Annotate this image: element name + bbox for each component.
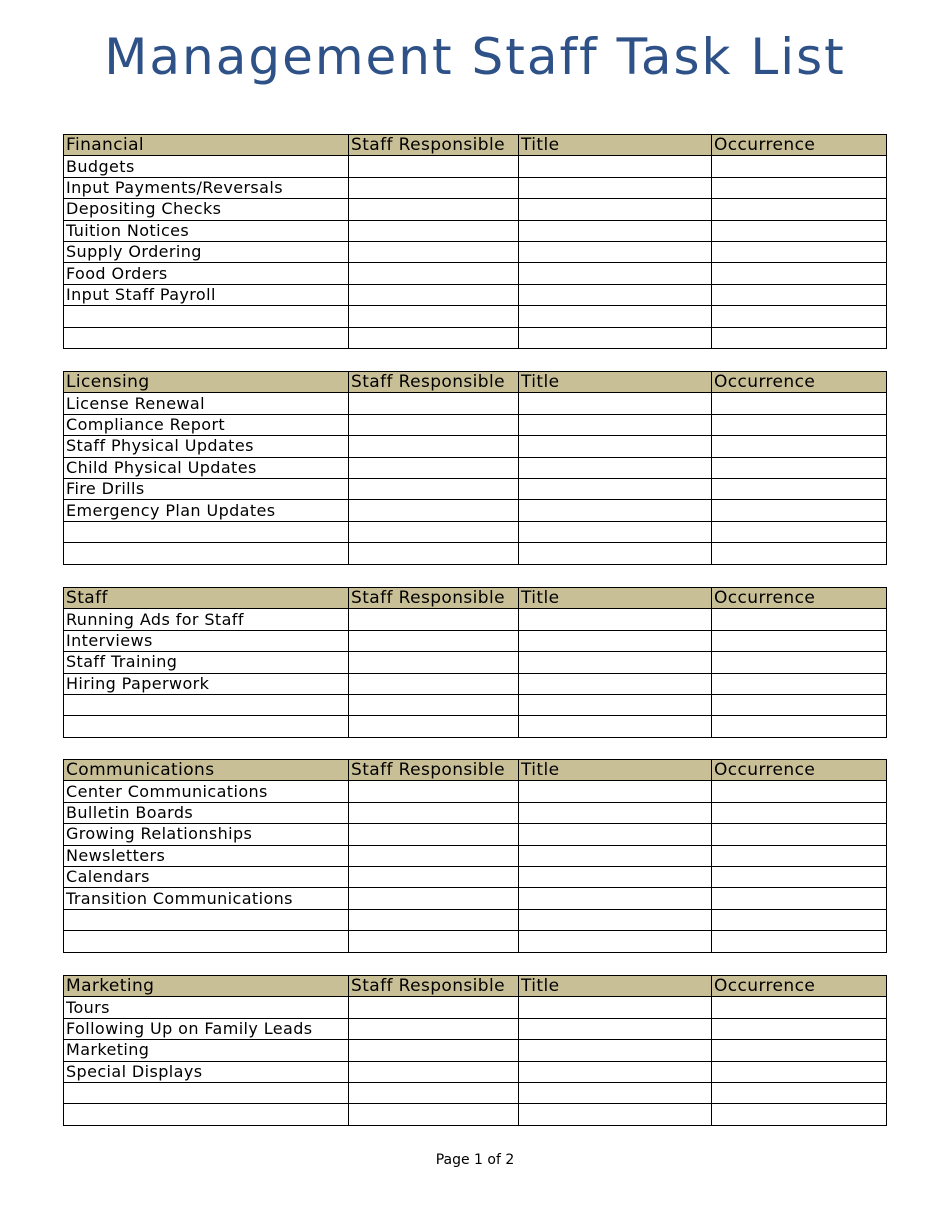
page-title: Management Staff Task List [104,28,846,86]
empty-cell[interactable] [712,1018,887,1039]
empty-cell[interactable] [519,284,712,305]
empty-cell[interactable] [519,327,712,348]
empty-cell[interactable] [349,284,519,305]
column-header: Title [519,976,712,997]
empty-cell[interactable] [712,543,887,564]
table-row [64,716,887,737]
empty-cell[interactable] [519,845,712,866]
table-header-row [64,135,887,156]
column-header: Occurrence [712,976,887,997]
empty-cell[interactable] [712,652,887,673]
task-name-cell [64,1082,349,1103]
empty-cell[interactable] [349,156,519,177]
empty-cell[interactable] [519,802,712,823]
task-name-cell: Compliance Report [64,414,349,435]
empty-cell[interactable] [519,1104,712,1125]
table-row [64,802,887,823]
empty-cell[interactable] [712,781,887,802]
empty-cell[interactable] [519,521,712,542]
empty-cell[interactable] [349,521,519,542]
task-table-marketing [63,975,887,1126]
empty-cell[interactable] [712,478,887,499]
empty-cell[interactable] [712,177,887,198]
column-header: Staff Responsible [349,135,519,156]
empty-cell[interactable] [712,909,887,930]
table-row [64,478,887,499]
task-name-cell: Staff Training [64,652,349,673]
empty-cell[interactable] [519,931,712,952]
task-name-cell: Transition Communications [64,888,349,909]
task-name-cell: Tuition Notices [64,220,349,241]
task-name-cell: License Renewal [64,393,349,414]
task-name-cell: Input Staff Payroll [64,284,349,305]
column-header: Title [519,760,712,781]
task-name-cell: Food Orders [64,263,349,284]
section-heading: Marketing [64,976,349,997]
empty-cell[interactable] [349,1018,519,1039]
empty-cell[interactable] [712,824,887,845]
table-row [64,414,887,435]
column-header: Occurrence [712,372,887,393]
empty-cell[interactable] [712,284,887,305]
task-name-cell: Growing Relationships [64,824,349,845]
empty-cell[interactable] [712,241,887,262]
task-name-cell: Input Payments/Reversals [64,177,349,198]
task-name-cell: Tours [64,997,349,1018]
empty-cell[interactable] [519,543,712,564]
table-row [64,909,887,930]
task-name-cell: Newsletters [64,845,349,866]
table-row [64,1018,887,1039]
empty-cell[interactable] [519,673,712,694]
task-name-cell: Bulletin Boards [64,802,349,823]
task-name-cell [64,543,349,564]
empty-cell[interactable] [712,436,887,457]
empty-cell[interactable] [712,521,887,542]
task-name-cell: Hiring Paperwork [64,673,349,694]
empty-cell[interactable] [349,609,519,630]
table-row [64,156,887,177]
task-table-financial [63,134,887,349]
table-row [64,888,887,909]
empty-cell[interactable] [519,866,712,887]
empty-cell[interactable] [519,156,712,177]
table-header-row [64,976,887,997]
empty-cell[interactable] [349,824,519,845]
empty-cell[interactable] [519,500,712,521]
empty-cell[interactable] [349,997,519,1018]
empty-cell[interactable] [349,673,519,694]
task-name-cell [64,1104,349,1125]
empty-cell[interactable] [712,673,887,694]
empty-cell[interactable] [519,609,712,630]
empty-cell[interactable] [519,888,712,909]
task-name-cell: Depositing Checks [64,199,349,220]
table-row [64,931,887,952]
section-heading: Financial [64,135,349,156]
empty-cell[interactable] [712,1104,887,1125]
task-name-cell: Running Ads for Staff [64,609,349,630]
table-row [64,824,887,845]
task-name-cell [64,931,349,952]
empty-cell[interactable] [349,263,519,284]
table-row [64,866,887,887]
column-header: Staff Responsible [349,760,519,781]
empty-cell[interactable] [349,652,519,673]
empty-cell[interactable] [349,436,519,457]
empty-cell[interactable] [349,543,519,564]
empty-cell[interactable] [349,241,519,262]
column-header: Title [519,372,712,393]
column-header: Staff Responsible [349,588,519,609]
empty-cell[interactable] [712,802,887,823]
task-name-cell: Marketing [64,1040,349,1061]
empty-cell[interactable] [349,1082,519,1103]
empty-cell[interactable] [349,716,519,737]
table-row [64,630,887,651]
table-row [64,997,887,1018]
task-name-cell: Following Up on Family Leads [64,1018,349,1039]
empty-cell[interactable] [519,1061,712,1082]
task-name-cell: Center Communications [64,781,349,802]
empty-cell[interactable] [519,199,712,220]
table-row [64,220,887,241]
page-number: Page 1 of 2 [435,1152,515,1168]
empty-cell[interactable] [349,909,519,930]
task-name-cell: Special Displays [64,1061,349,1082]
empty-cell[interactable] [349,478,519,499]
empty-cell[interactable] [712,888,887,909]
empty-cell[interactable] [712,327,887,348]
empty-cell[interactable] [519,457,712,478]
empty-cell[interactable] [519,436,712,457]
empty-cell[interactable] [519,716,712,737]
task-name-cell [64,521,349,542]
empty-cell[interactable] [712,306,887,327]
table-row [64,1104,887,1125]
empty-cell[interactable] [349,457,519,478]
empty-cell[interactable] [712,199,887,220]
table-header-row [64,760,887,781]
empty-cell[interactable] [712,716,887,737]
task-name-cell: Supply Ordering [64,241,349,262]
empty-cell[interactable] [349,802,519,823]
empty-cell[interactable] [712,609,887,630]
task-name-cell [64,909,349,930]
task-table-licensing [63,371,887,565]
empty-cell[interactable] [712,866,887,887]
table-row [64,845,887,866]
column-header: Title [519,135,712,156]
empty-cell[interactable] [712,263,887,284]
table-row [64,284,887,305]
table-row [64,327,887,348]
empty-cell[interactable] [349,199,519,220]
table-row [64,652,887,673]
empty-cell[interactable] [519,694,712,715]
task-name-cell: Child Physical Updates [64,457,349,478]
empty-cell[interactable] [712,845,887,866]
table-row [64,673,887,694]
task-name-cell [64,716,349,737]
empty-cell[interactable] [349,306,519,327]
table-row [64,436,887,457]
empty-cell[interactable] [519,909,712,930]
empty-cell[interactable] [712,457,887,478]
column-header: Occurrence [712,760,887,781]
empty-cell[interactable] [519,306,712,327]
empty-cell[interactable] [349,1104,519,1125]
empty-cell[interactable] [712,630,887,651]
empty-cell[interactable] [349,1040,519,1061]
task-name-cell: Staff Physical Updates [64,436,349,457]
table-row [64,521,887,542]
task-name-cell: Budgets [64,156,349,177]
table-row [64,694,887,715]
task-name-cell [64,306,349,327]
empty-cell[interactable] [712,414,887,435]
column-header: Occurrence [712,135,887,156]
empty-cell[interactable] [519,781,712,802]
table-row [64,781,887,802]
column-header: Occurrence [712,588,887,609]
empty-cell[interactable] [712,1061,887,1082]
task-name-cell [64,327,349,348]
table-row [64,393,887,414]
table-header-row [64,372,887,393]
empty-cell[interactable] [349,781,519,802]
empty-cell[interactable] [519,997,712,1018]
empty-cell[interactable] [519,652,712,673]
empty-cell[interactable] [349,220,519,241]
empty-cell[interactable] [519,1082,712,1103]
section-heading: Communications [64,760,349,781]
empty-cell[interactable] [712,997,887,1018]
task-name-cell: Interviews [64,630,349,651]
table-row [64,609,887,630]
table-row [64,457,887,478]
table-row [64,1040,887,1061]
empty-cell[interactable] [519,630,712,651]
column-header: Staff Responsible [349,372,519,393]
empty-cell[interactable] [349,414,519,435]
empty-cell[interactable] [712,500,887,521]
task-table-staff [63,587,887,738]
table-row [64,1082,887,1103]
empty-cell[interactable] [349,177,519,198]
section-heading: Licensing [64,372,349,393]
table-row [64,177,887,198]
empty-cell[interactable] [712,393,887,414]
empty-cell[interactable] [712,220,887,241]
task-table-communications [63,759,887,953]
empty-cell[interactable] [349,630,519,651]
empty-cell[interactable] [349,866,519,887]
empty-cell[interactable] [712,1040,887,1061]
table-header-row [64,588,887,609]
empty-cell[interactable] [349,845,519,866]
empty-cell[interactable] [349,888,519,909]
empty-cell[interactable] [349,694,519,715]
task-name-cell: Emergency Plan Updates [64,500,349,521]
table-row [64,1061,887,1082]
table-row [64,241,887,262]
task-name-cell: Fire Drills [64,478,349,499]
empty-cell[interactable] [519,414,712,435]
empty-cell[interactable] [519,393,712,414]
task-name-cell: Calendars [64,866,349,887]
table-row [64,199,887,220]
empty-cell[interactable] [712,156,887,177]
empty-cell[interactable] [519,241,712,262]
empty-cell[interactable] [349,1061,519,1082]
empty-cell[interactable] [519,824,712,845]
empty-cell[interactable] [519,478,712,499]
table-row [64,263,887,284]
empty-cell[interactable] [349,931,519,952]
table-row [64,306,887,327]
section-heading: Staff [64,588,349,609]
empty-cell[interactable] [712,931,887,952]
task-name-cell [64,694,349,715]
empty-cell[interactable] [712,694,887,715]
column-header: Title [519,588,712,609]
empty-cell[interactable] [349,500,519,521]
empty-cell[interactable] [519,263,712,284]
empty-cell[interactable] [349,327,519,348]
table-row [64,543,887,564]
empty-cell[interactable] [519,1018,712,1039]
empty-cell[interactable] [519,177,712,198]
empty-cell[interactable] [519,1040,712,1061]
table-row [64,500,887,521]
column-header: Staff Responsible [349,976,519,997]
empty-cell[interactable] [519,220,712,241]
empty-cell[interactable] [349,393,519,414]
empty-cell[interactable] [712,1082,887,1103]
